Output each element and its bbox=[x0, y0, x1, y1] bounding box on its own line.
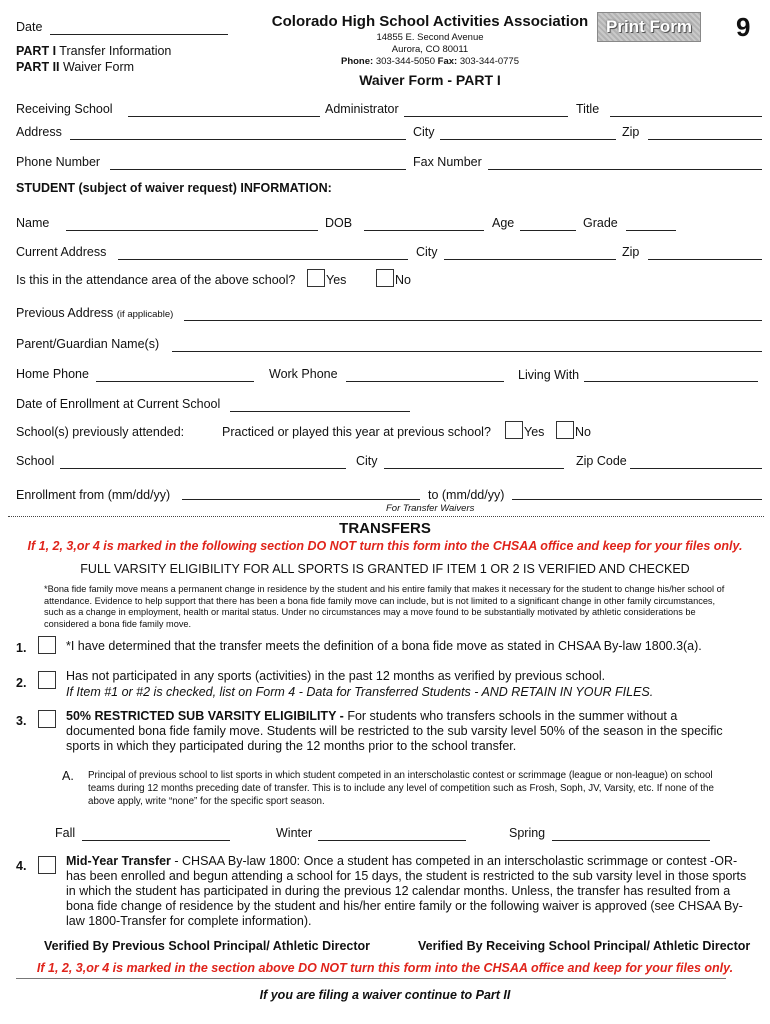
fax-number-field[interactable] bbox=[488, 169, 762, 170]
zip-code-label: Zip Code bbox=[576, 454, 627, 468]
fax-label: Fax: bbox=[437, 56, 458, 67]
attendance-question: Is this in the attendance area of the above school? bbox=[16, 273, 296, 287]
date-label: Date bbox=[16, 20, 43, 34]
item4-body: - CHSAA By-law 1800: Once a student has competed in an interscholastic scrimmage or contest -OR- has been enrolled and begun attending a school for 15 days, the student is restricted to the sub varsity level in those sports in which the student has participated in during the previous 12 calendar months. Unless, the transfer has resulted from a bona fide change of residence by the student and his/her entire family or the following waiver is approved (see CHSAA By-law 1800-Transfer for complete information). bbox=[66, 854, 747, 928]
city-label: City bbox=[413, 125, 435, 139]
phone-number-field[interactable] bbox=[110, 169, 406, 170]
part1-line bbox=[16, 44, 171, 58]
sub-a-text: Principal of previous school to list sports in which student competed in an interscholastic contest or scrimmage (league or non-league) on school teams during 12 months preceding date of transfer. This is to include any level of competition such as Frosh, Soph, JV, Varsity, etc. If none of the above apply, write “none” for the specific sport season. bbox=[88, 770, 714, 807]
previous-address-text: Previous Address bbox=[16, 306, 114, 320]
fax-number-label: Fax Number bbox=[413, 155, 482, 169]
item2-number: 2. bbox=[16, 676, 27, 690]
warning-underline bbox=[16, 978, 726, 979]
school-field[interactable] bbox=[60, 468, 346, 469]
receiving-school-label: Receiving School bbox=[16, 102, 113, 116]
print-form-button[interactable]: Print Form bbox=[597, 12, 701, 42]
item4-number: 4. bbox=[16, 859, 27, 873]
sub-a-label: A. bbox=[62, 769, 74, 783]
address-field[interactable] bbox=[70, 139, 406, 140]
item3-body: For students who transfers schools in the summer without a documented bona fide family move. Students will be restricted to the sub varsity level 50% of the season in the specific sports in which they participated during the 12 months prior to the school transfer. bbox=[66, 709, 723, 753]
org-name: Colorado High School Activities Association bbox=[271, 13, 589, 30]
phone-label: Phone: bbox=[340, 56, 374, 67]
transfers-heading: TRANSFERS bbox=[339, 520, 431, 537]
living-with-field[interactable] bbox=[584, 381, 758, 382]
age-label: Age bbox=[492, 216, 515, 230]
fax-value: 303-344-0775 bbox=[459, 56, 519, 67]
enrollment-date-label: Date of Enrollment at Current School bbox=[16, 397, 221, 411]
administrator-field[interactable] bbox=[404, 116, 568, 117]
name-label: Name bbox=[16, 216, 50, 230]
administrator-label: Administrator bbox=[325, 102, 399, 116]
parent-guardian-label: Parent/Guardian Name(s) bbox=[16, 337, 160, 351]
parent-guardian-field[interactable] bbox=[172, 351, 762, 352]
dob-field[interactable] bbox=[364, 230, 484, 231]
work-phone-field[interactable] bbox=[346, 381, 504, 382]
age-field[interactable] bbox=[520, 230, 576, 231]
date-field[interactable] bbox=[50, 34, 228, 35]
fall-label: Fall bbox=[55, 826, 76, 840]
grade-field[interactable] bbox=[626, 230, 676, 231]
name-field[interactable] bbox=[66, 230, 318, 231]
school-city-label: City bbox=[356, 454, 378, 468]
warning-bottom: If 1, 2, 3,or 4 is marked in the section above DO NOT turn this form into the CHSAA office and keep for your files only. bbox=[36, 961, 734, 975]
current-address-field[interactable] bbox=[118, 259, 408, 260]
part1-text: Transfer Information bbox=[59, 44, 172, 58]
attendance-yes-checkbox[interactable] bbox=[307, 269, 325, 287]
current-city-field[interactable] bbox=[444, 259, 616, 260]
enrollment-from-field[interactable] bbox=[182, 499, 420, 500]
item3-number: 3. bbox=[16, 714, 27, 728]
practiced-no-checkbox[interactable] bbox=[556, 421, 574, 439]
school-label: School bbox=[16, 454, 55, 468]
full-varsity-text: FULL VARSITY ELIGIBILITY FOR ALL SPORTS IS GRANTED IF ITEM 1 OR 2 IS VERIFIED AND CHECKED bbox=[80, 562, 690, 576]
zip-field[interactable] bbox=[648, 139, 762, 140]
org-address1: 14855 E. Second Avenue bbox=[376, 32, 484, 43]
title-label: Title bbox=[576, 102, 600, 116]
grade-label: Grade bbox=[583, 216, 618, 230]
zip-label: Zip bbox=[622, 125, 640, 139]
enrollment-to-field[interactable] bbox=[512, 499, 762, 500]
item2-line2: If Item #1 or #2 is checked, list on Form 4 - Data for Transferred Students - AND RETAIN IN YOUR FILES. bbox=[66, 685, 654, 699]
student-section-heading: STUDENT (subject of waiver request) INFORMATION: bbox=[16, 181, 332, 195]
item3-bold: 50% RESTRICTED SUB VARSITY ELIGIBILITY - bbox=[66, 709, 344, 723]
home-phone-label: Home Phone bbox=[16, 367, 89, 381]
title-field[interactable] bbox=[610, 116, 762, 117]
for-transfer-waivers-note: For Transfer Waivers bbox=[386, 503, 475, 514]
winter-field[interactable] bbox=[318, 840, 466, 841]
enrollment-from-label: Enrollment from (mm/dd/yy) bbox=[16, 488, 171, 502]
attendance-no-label: No bbox=[395, 273, 411, 287]
attendance-yes-label: Yes bbox=[326, 273, 347, 287]
work-phone-label: Work Phone bbox=[269, 367, 338, 381]
item2-checkbox[interactable] bbox=[38, 671, 56, 689]
if-applicable-note: (if applicable) bbox=[116, 309, 174, 320]
dob-label: DOB bbox=[325, 216, 353, 230]
continue-note: If you are filing a waiver continue to Part II bbox=[259, 988, 511, 1002]
enrollment-date-field[interactable] bbox=[230, 411, 410, 412]
current-city-label: City bbox=[416, 245, 438, 259]
form-number: 9 bbox=[736, 12, 751, 42]
practiced-yes-label: Yes bbox=[524, 425, 545, 439]
attendance-no-checkbox[interactable] bbox=[376, 269, 394, 287]
winter-label: Winter bbox=[276, 826, 313, 840]
item3-text bbox=[66, 709, 734, 754]
current-address-label: Current Address bbox=[16, 245, 107, 259]
item4-bold: Mid-Year Transfer bbox=[66, 854, 171, 868]
city-field[interactable] bbox=[440, 139, 616, 140]
schools-previously-label: School(s) previously attended: bbox=[16, 425, 185, 439]
phone-value: 303-344-5050 bbox=[375, 56, 435, 67]
verified-previous-label: Verified By Previous School Principal/ Athletic Director bbox=[44, 939, 371, 953]
section-divider bbox=[8, 516, 764, 517]
living-with-label: Living With bbox=[518, 368, 580, 382]
warning-top: If 1, 2, 3,or 4 is marked in the following section DO NOT turn this form into the CHSAA office and keep for your files only. bbox=[27, 539, 743, 553]
enrollment-to-label: to (mm/dd/yy) bbox=[428, 488, 505, 502]
item4-checkbox[interactable] bbox=[38, 856, 56, 874]
school-city-field[interactable] bbox=[384, 468, 564, 469]
phone-number-label: Phone Number bbox=[16, 155, 101, 169]
part2-text: Waiver Form bbox=[63, 60, 135, 74]
current-zip-label: Zip bbox=[622, 245, 640, 259]
previous-address-field[interactable] bbox=[184, 320, 762, 321]
fall-field[interactable] bbox=[82, 840, 230, 841]
home-phone-field[interactable] bbox=[96, 381, 254, 382]
item1-checkbox[interactable] bbox=[38, 636, 56, 654]
practiced-no-label: No bbox=[575, 425, 591, 439]
verified-receiving-label: Verified By Receiving School Principal/ Athletic Director bbox=[418, 939, 751, 953]
org-contact bbox=[260, 56, 600, 67]
item3-checkbox[interactable] bbox=[38, 710, 56, 728]
item1-number: 1. bbox=[16, 641, 27, 655]
spring-label: Spring bbox=[509, 826, 546, 840]
previous-address-label bbox=[16, 306, 173, 320]
address-label: Address bbox=[16, 125, 62, 139]
part2-line bbox=[16, 60, 134, 74]
item1-text: *I have determined that the transfer meets the definition of a bona fide move as stated in CHSAA By-law 1800.3(a). bbox=[66, 639, 702, 653]
part1-label: PART I bbox=[16, 44, 57, 58]
item4-text bbox=[66, 854, 756, 929]
bona-fide-note: *Bona fide family move means a permanent change in residence by the student and his entire family that makes it necessary for the student to change his/her school of attendance. Evidence to help support that there has been a bona fide family move can include, but is not limited to a significant change in other family circumstances, such as a change in employment, health or marital status. Under no circumstances may a move found to be substantially motivated by athletic considerations be considered a bona fide family move. bbox=[44, 584, 725, 629]
practiced-question: Practiced or played this year at previous school? bbox=[222, 425, 491, 439]
part2-label: PART II bbox=[16, 60, 60, 74]
org-address2: Aurora, CO 80011 bbox=[391, 44, 469, 55]
spring-field[interactable] bbox=[552, 840, 710, 841]
practiced-yes-checkbox[interactable] bbox=[505, 421, 523, 439]
item2-line1: Has not participated in any sports (activities) in the past 12 months as verified by previous school. bbox=[66, 669, 606, 683]
current-zip-field[interactable] bbox=[648, 259, 762, 260]
zip-code-field[interactable] bbox=[630, 468, 762, 469]
receiving-school-field[interactable] bbox=[128, 116, 320, 117]
form-title: Waiver Form - PART I bbox=[359, 72, 501, 88]
